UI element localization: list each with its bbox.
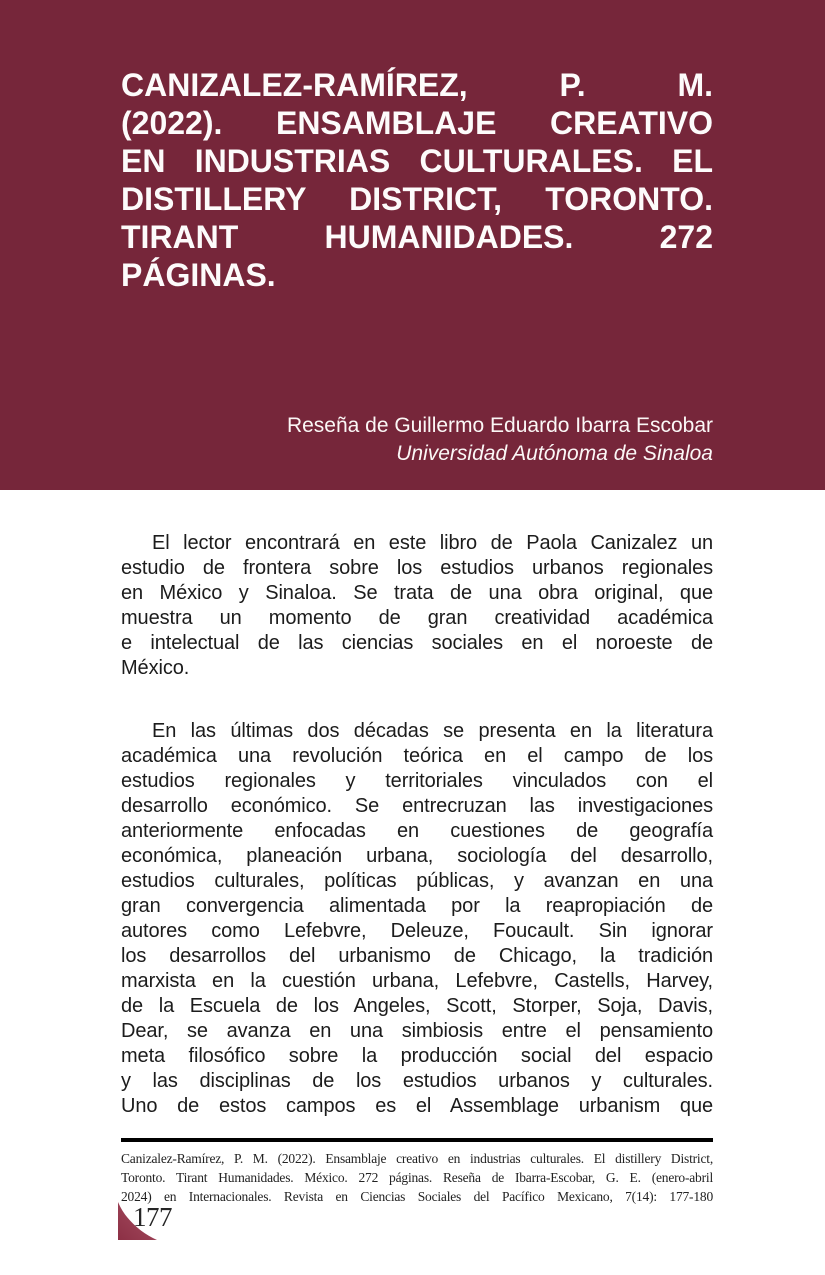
text-line: económica, planeación urbana, sociología del desarrollo, [121, 845, 713, 867]
page-title-line: TIRANT HUMANIDADES. 272 [121, 219, 713, 255]
citation-line: Toronto. Tirant Humanidades. México. 272 páginas. Reseña de Ibarra-Escobar, G. E. (enero-abril [121, 1170, 713, 1185]
text-line: marxista en la cuestión urbana, Lefebvre, Castells, Harvey, [121, 970, 713, 992]
text-line: autores como Lefebvre, Deleuze, Foucault. Sin ignorar [121, 920, 713, 942]
reviewer-affiliation: Universidad Autónoma de Sinaloa [396, 442, 713, 465]
text-line: y las disciplinas de los estudios urbanos y culturales. [121, 1070, 713, 1092]
text-line: académica una revolución teórica en el campo de los [121, 745, 713, 767]
text-line: muestra un momento de gran creatividad académica [121, 607, 713, 629]
page-title-line: (2022). ENSAMBLAJE CREATIVO [121, 105, 713, 141]
text-line: anteriormente enfocadas en cuestiones de geografía [121, 820, 713, 842]
citation-line: 2024) en Internacionales. Revista en Ciencias Sociales del Pacífico Mexicano, 7(14): 177-180 [121, 1189, 713, 1204]
text-line: en México y Sinaloa. Se trata de una obra original, que [121, 582, 713, 604]
reviewer-name: Reseña de Guillermo Eduardo Ibarra Escobar [286, 414, 713, 437]
page-title-line: CANIZALEZ-RAMÍREZ, P. M. [121, 67, 713, 103]
text-line: e intelectual de las ciencias sociales en el noroeste de [121, 632, 713, 654]
page-number-marker [117, 1201, 207, 1243]
reviewer-byline-block [113, 412, 713, 468]
text-line: estudios culturales, políticas públicas, y avanzan en una [121, 870, 713, 892]
page-title [121, 66, 713, 294]
page-title-line: EN INDUSTRIAS CULTURALES. EL [121, 143, 713, 179]
text-line: meta filosófico sobre la producción social del espacio [121, 1045, 713, 1067]
page-number: 177 [133, 1202, 172, 1232]
text-line: Uno de estos campos es el Assemblage urbanism que [121, 1095, 713, 1117]
footer-citation [121, 1149, 713, 1206]
text-line: de la Escuela de los Angeles, Scott, Storper, Soja, Davis, [121, 995, 713, 1017]
text-line: México. [121, 657, 190, 679]
citation-line: Canizalez-Ramírez, P. M. (2022). Ensamblaje creativo en industrias culturales. El distillery District, [121, 1151, 713, 1166]
title-banner [0, 0, 825, 490]
text-line: los desarrollos del urbanismo de Chicago, la tradición [121, 945, 713, 967]
footer-divider [121, 1138, 713, 1142]
text-line: estudios regionales y territoriales vinculados con el [121, 770, 713, 792]
page-title-line: PÁGINAS. [121, 257, 276, 293]
text-line: En las últimas dos décadas se presenta en la literatura [152, 720, 713, 742]
text-line: gran convergencia alimentada por la reapropiación de [121, 895, 713, 917]
text-line: estudio de frontera sobre los estudios urbanos regionales [121, 557, 713, 579]
body-paragraph-1 [121, 531, 713, 681]
page-title-line: DISTILLERY DISTRICT, TORONTO. [121, 181, 713, 217]
body-paragraph-2 [121, 719, 713, 1119]
text-line: Dear, se avanza en una simbiosis entre el pensamiento [121, 1020, 713, 1042]
text-line: desarrollo económico. Se entrecruzan las investigaciones [121, 795, 713, 817]
text-line: El lector encontrará en este libro de Paola Canizalez un [152, 532, 713, 554]
article-body [121, 531, 713, 1119]
